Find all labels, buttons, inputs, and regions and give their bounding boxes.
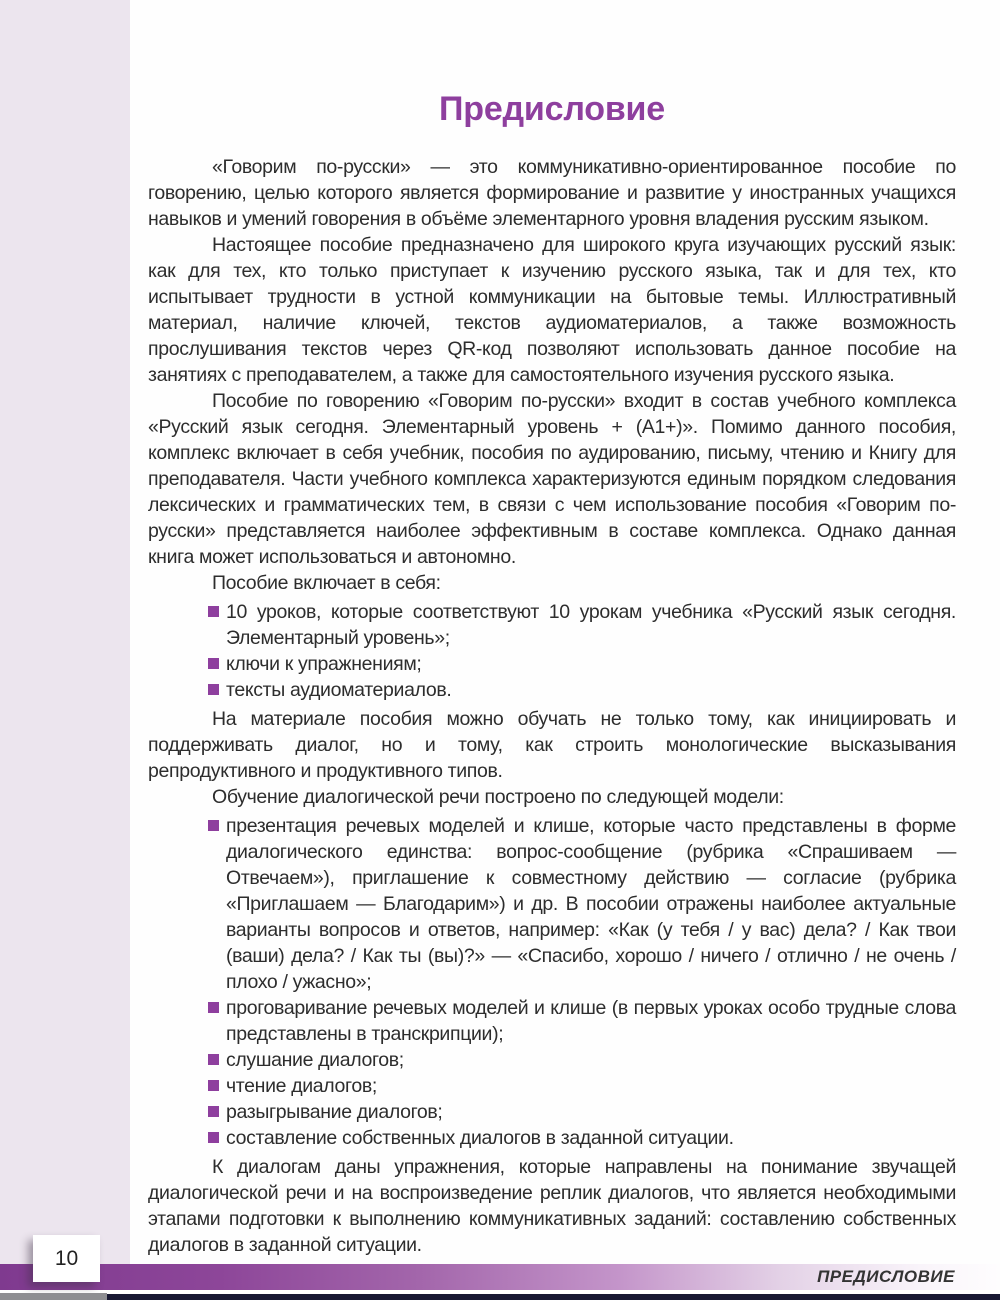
bullet-square-icon	[208, 1054, 219, 1065]
list-item	[208, 599, 956, 651]
bullet-square-icon	[208, 1002, 219, 1013]
list-item-text: чтение диалогов;	[226, 1075, 377, 1097]
bullet-square-icon	[208, 1132, 219, 1143]
paragraph-complex: Пособие по говорению «Говорим по-русски» входит в состав учебного комплекса «Русский язык сегодня. Элементарный уровень + (А1+)». Помимо данного пособия, комплекс включает в себя учебник, пособия по аудированию, письму, чтению и Книгу для преподавателя. Части учебного комплекса характеризуются единым порядком следования лексических и грамматических тем, в связи с чем использование пособия «Говорим по-русски» представляется наиболее эффективным в составе комплекса. Однако данная книга может использоваться и автономно.	[148, 390, 956, 568]
page-title: Предисловие	[439, 90, 665, 128]
footer-bar	[0, 1264, 1000, 1290]
list-item-text: презентация речевых моделей и клише, которые часто представлены в форме диалогического единства: вопрос-сообщение (рубрика «Спрашиваем — Отвечаем»), приглашение к совместному действию — согласие (рубрика «Приглашаем — Благодарим») и др. В пособии отражены наиболее актуальные варианты вопросов и ответов, например: «Как (у тебя / у вас) дела? / Как твои (ваши) дела? / Как ты (вы)?» — «Спасибо, хорошо / ничего / отлично / не очень / плохо / ужасно»;	[226, 815, 956, 993]
bullet-square-icon	[208, 606, 219, 617]
paragraph-closing: К диалогам даны упражнения, которые направлены на понимание звучащей диалогической речи и на воспроизведение реплик диалогов, что является необходимыми этапами подготовки к выполнению коммуникативных заданий: составлению собственных диалогов в заданной ситуации.	[148, 1156, 956, 1256]
bullet-square-icon	[208, 658, 219, 669]
bullet-square-icon	[208, 684, 219, 695]
model-list	[148, 813, 956, 1151]
bullet-square-icon	[208, 1080, 219, 1091]
list-item	[208, 813, 956, 995]
bullet-square-icon	[208, 1106, 219, 1117]
includes-list	[148, 599, 956, 703]
list-item-text: слушание диалогов;	[226, 1049, 404, 1071]
paragraph-audience: Настоящее пособие предназначено для широкого круга изучающих русский язык: как для тех, кто только приступает к изучению русского языка, так и для тех, кто испытывает трудности в устной коммуникации на бытовые темы. Иллюстративный материал, наличие ключей, текстов аудиоматериалов, а также возможность прослушивания текстов через QR-код позволяют использовать данное пособие на занятиях с преподавателем, а также для самостоятельного изучения русского языка.	[148, 234, 956, 386]
list-item	[208, 1047, 956, 1073]
paragraph-intro: «Говорим по-русски» — это коммуникативно-ориентированное пособие по говорению, целью которого является формирование и развитие у иностранных учащихся навыков и умений говорения в объёме элементарного уровня владения русским языком.	[148, 156, 956, 230]
list-item-text: составление собственных диалогов в заданной ситуации.	[226, 1127, 734, 1149]
list-item	[208, 651, 956, 677]
bottom-edge-right	[107, 1294, 1000, 1300]
list-item	[208, 677, 956, 703]
page-content	[148, 90, 956, 1258]
list-item-text: тексты аудиоматериалов.	[226, 679, 452, 701]
bottom-edge-left	[0, 1293, 107, 1300]
paragraph-model-lead: Обучение диалогической речи построено по следующей модели:	[212, 786, 784, 808]
page-number-text: 10	[54, 1246, 79, 1270]
list-item	[208, 1099, 956, 1125]
list-item-text: проговаривание речевых моделей и клише (в первых уроках особо трудные слова представлены в транскрипции);	[226, 997, 956, 1045]
bullet-square-icon	[208, 820, 219, 831]
footer-section-label: ПРЕДИСЛОВИЕ	[817, 1267, 955, 1286]
list-item	[208, 995, 956, 1047]
list-item-text: ключи к упражнениям;	[226, 653, 422, 675]
list-item	[208, 1073, 956, 1099]
list-item-text: 10 уроков, которые соответствуют 10 урокам учебника «Русский язык сегодня. Элементарный уровень»;	[226, 601, 956, 649]
page-margin-strip	[0, 0, 130, 1264]
page-number	[33, 1235, 100, 1282]
paragraph-includes-lead: Пособие включает в себя:	[212, 572, 441, 594]
list-item-text: разыгрывание диалогов;	[226, 1101, 443, 1123]
list-item	[208, 1125, 956, 1151]
paragraph-monologue: На материале пособия можно обучать не только тому, как инициировать и поддерживать диалог, но и тому, как строить монологические высказывания репродуктивного и продуктивного типов.	[148, 708, 956, 782]
